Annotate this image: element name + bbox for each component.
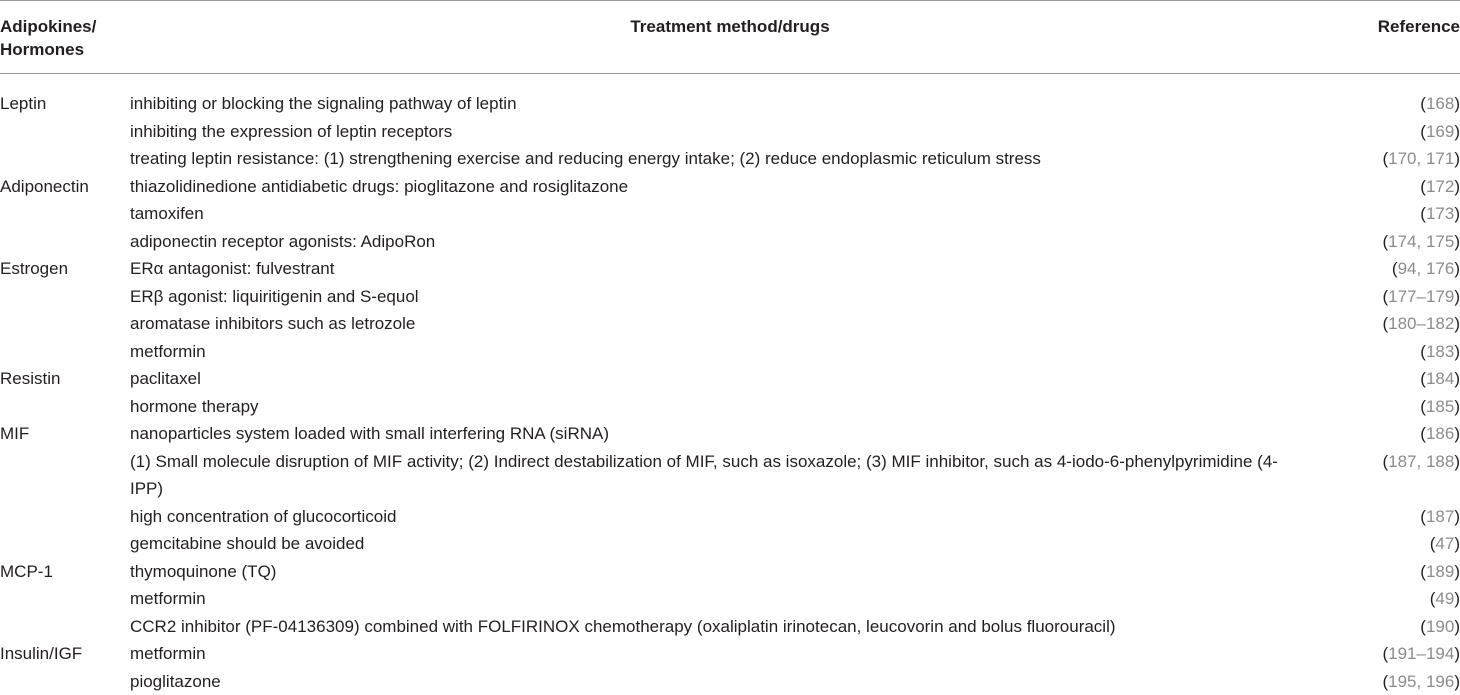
group-cell: Resistin [0, 365, 60, 393]
reference-cell: (190) [1420, 613, 1460, 641]
treatment-cell: gemcitabine should be avoided [130, 530, 1290, 558]
group-cell: MCP-1 [0, 558, 53, 586]
table-row [0, 338, 1460, 366]
reference-cell: (177–179) [1382, 283, 1460, 311]
table-row [0, 668, 1460, 695]
table-row [0, 365, 1460, 393]
table-row [0, 200, 1460, 228]
reference-cell: (180–182) [1382, 310, 1460, 338]
reference-link[interactable]: 191–194 [1388, 644, 1454, 663]
reference-link[interactable]: 195, 196 [1388, 672, 1454, 691]
table-row [0, 640, 1460, 668]
header-adipokines-hormones: Adipokines/ Hormones [0, 16, 124, 61]
reference-cell: (183) [1420, 338, 1460, 366]
treatment-cell: adiponectin receptor agonists: AdipoRon [130, 228, 1290, 256]
reference-link[interactable]: 94, 176 [1398, 259, 1455, 278]
group-cell: Insulin/IGF [0, 640, 82, 668]
reference-cell: (169) [1420, 118, 1460, 146]
table-row [0, 310, 1460, 338]
treatment-cell: hormone therapy [130, 393, 1290, 421]
reference-link[interactable]: 185 [1426, 397, 1454, 416]
reference-cell: (185) [1420, 393, 1460, 421]
treatment-cell: thiazolidinedione antidiabetic drugs: pioglitazone and rosiglitazone [130, 173, 1290, 201]
reference-link[interactable]: 184 [1426, 369, 1454, 388]
group-cell: Adiponectin [0, 173, 89, 201]
header-rule [0, 73, 1460, 74]
table-row [0, 283, 1460, 311]
treatment-cell: inhibiting the expression of leptin receptors [130, 118, 1290, 146]
reference-cell: (170, 171) [1382, 145, 1460, 173]
table-row [0, 173, 1460, 201]
reference-cell: (172) [1420, 173, 1460, 201]
table-row [0, 558, 1460, 586]
reference-link[interactable]: 47 [1435, 534, 1454, 553]
table-row [0, 530, 1460, 558]
reference-cell: (186) [1420, 420, 1460, 448]
reference-link[interactable]: 183 [1426, 342, 1454, 361]
table-row [0, 118, 1460, 146]
treatment-cell: metformin [130, 640, 1290, 668]
reference-link[interactable]: 172 [1426, 177, 1454, 196]
top-rule [0, 0, 1460, 1]
treatment-cell: metformin [130, 338, 1290, 366]
reference-cell: (168) [1420, 90, 1460, 118]
table-row [0, 145, 1460, 173]
group-cell: MIF [0, 420, 29, 448]
table-row [0, 420, 1460, 448]
treatment-cell: nanoparticles system loaded with small interfering RNA (siRNA) [130, 420, 1290, 448]
table-row [0, 255, 1460, 283]
treatment-cell: inhibiting or blocking the signaling pathway of leptin [130, 90, 1290, 118]
reference-cell: (174, 175) [1382, 228, 1460, 256]
header-treatment-method: Treatment method/drugs [130, 16, 1330, 39]
treatment-cell: CCR2 inhibitor (PF-04136309) combined with FOLFIRINOX chemotherapy (oxaliplatin irinotecan, leucovorin and bolus fluorouracil) [130, 613, 1290, 641]
treatment-cell: tamoxifen [130, 200, 1290, 228]
reference-link[interactable]: 173 [1426, 204, 1454, 223]
reference-link[interactable]: 187, 188 [1388, 452, 1454, 471]
reference-link[interactable]: 186 [1426, 424, 1454, 443]
treatment-cell: ERβ agonist: liquiritigenin and S-equol [130, 283, 1290, 311]
reference-cell: (49) [1430, 585, 1460, 613]
treatment-cell: (1) Small molecule disruption of MIF activity; (2) Indirect destabilization of MIF, such as isoxazole; (3) MIF inhibitor, such as 4-iodo-6-phenylpyrimidine (4-IPP) [130, 448, 1290, 503]
table-body [0, 90, 1460, 695]
treatment-cell: pioglitazone [130, 668, 1290, 695]
treatment-cell: treating leptin resistance: (1) strengthening exercise and reducing energy intake; (2) reduce endoplasmic reticulum stress [130, 145, 1290, 173]
reference-cell: (191–194) [1382, 640, 1460, 668]
group-cell: Leptin [0, 90, 46, 118]
reference-cell: (189) [1420, 558, 1460, 586]
treatment-cell: ERα antagonist: fulvestrant [130, 255, 1290, 283]
treatment-cell: aromatase inhibitors such as letrozole [130, 310, 1290, 338]
reference-link[interactable]: 49 [1435, 589, 1454, 608]
reference-cell: (173) [1420, 200, 1460, 228]
table-row [0, 393, 1460, 421]
header-reference: Reference [1378, 16, 1460, 39]
reference-cell: (184) [1420, 365, 1460, 393]
treatment-cell: thymoquinone (TQ) [130, 558, 1290, 586]
reference-link[interactable]: 177–179 [1388, 287, 1454, 306]
reference-link[interactable]: 170, 171 [1388, 149, 1454, 168]
reference-link[interactable]: 169 [1426, 122, 1454, 141]
reference-cell: (195, 196) [1382, 668, 1460, 695]
reference-cell: (94, 176) [1392, 255, 1460, 283]
treatment-cell: high concentration of glucocorticoid [130, 503, 1290, 531]
treatment-cell: paclitaxel [130, 365, 1290, 393]
table-row [0, 228, 1460, 256]
reference-cell: (187) [1420, 503, 1460, 531]
reference-link[interactable]: 168 [1426, 94, 1454, 113]
reference-link[interactable]: 189 [1426, 562, 1454, 581]
treatment-cell: metformin [130, 585, 1290, 613]
table-row [0, 613, 1460, 641]
reference-cell: (187, 188) [1382, 448, 1460, 476]
table-row [0, 448, 1460, 503]
table-row [0, 585, 1460, 613]
table-row [0, 90, 1460, 118]
reference-link[interactable]: 190 [1426, 617, 1454, 636]
reference-link[interactable]: 187 [1426, 507, 1454, 526]
group-cell: Estrogen [0, 255, 68, 283]
reference-link[interactable]: 180–182 [1388, 314, 1454, 333]
reference-link[interactable]: 174, 175 [1388, 232, 1454, 251]
reference-cell: (47) [1430, 530, 1460, 558]
table-row [0, 503, 1460, 531]
